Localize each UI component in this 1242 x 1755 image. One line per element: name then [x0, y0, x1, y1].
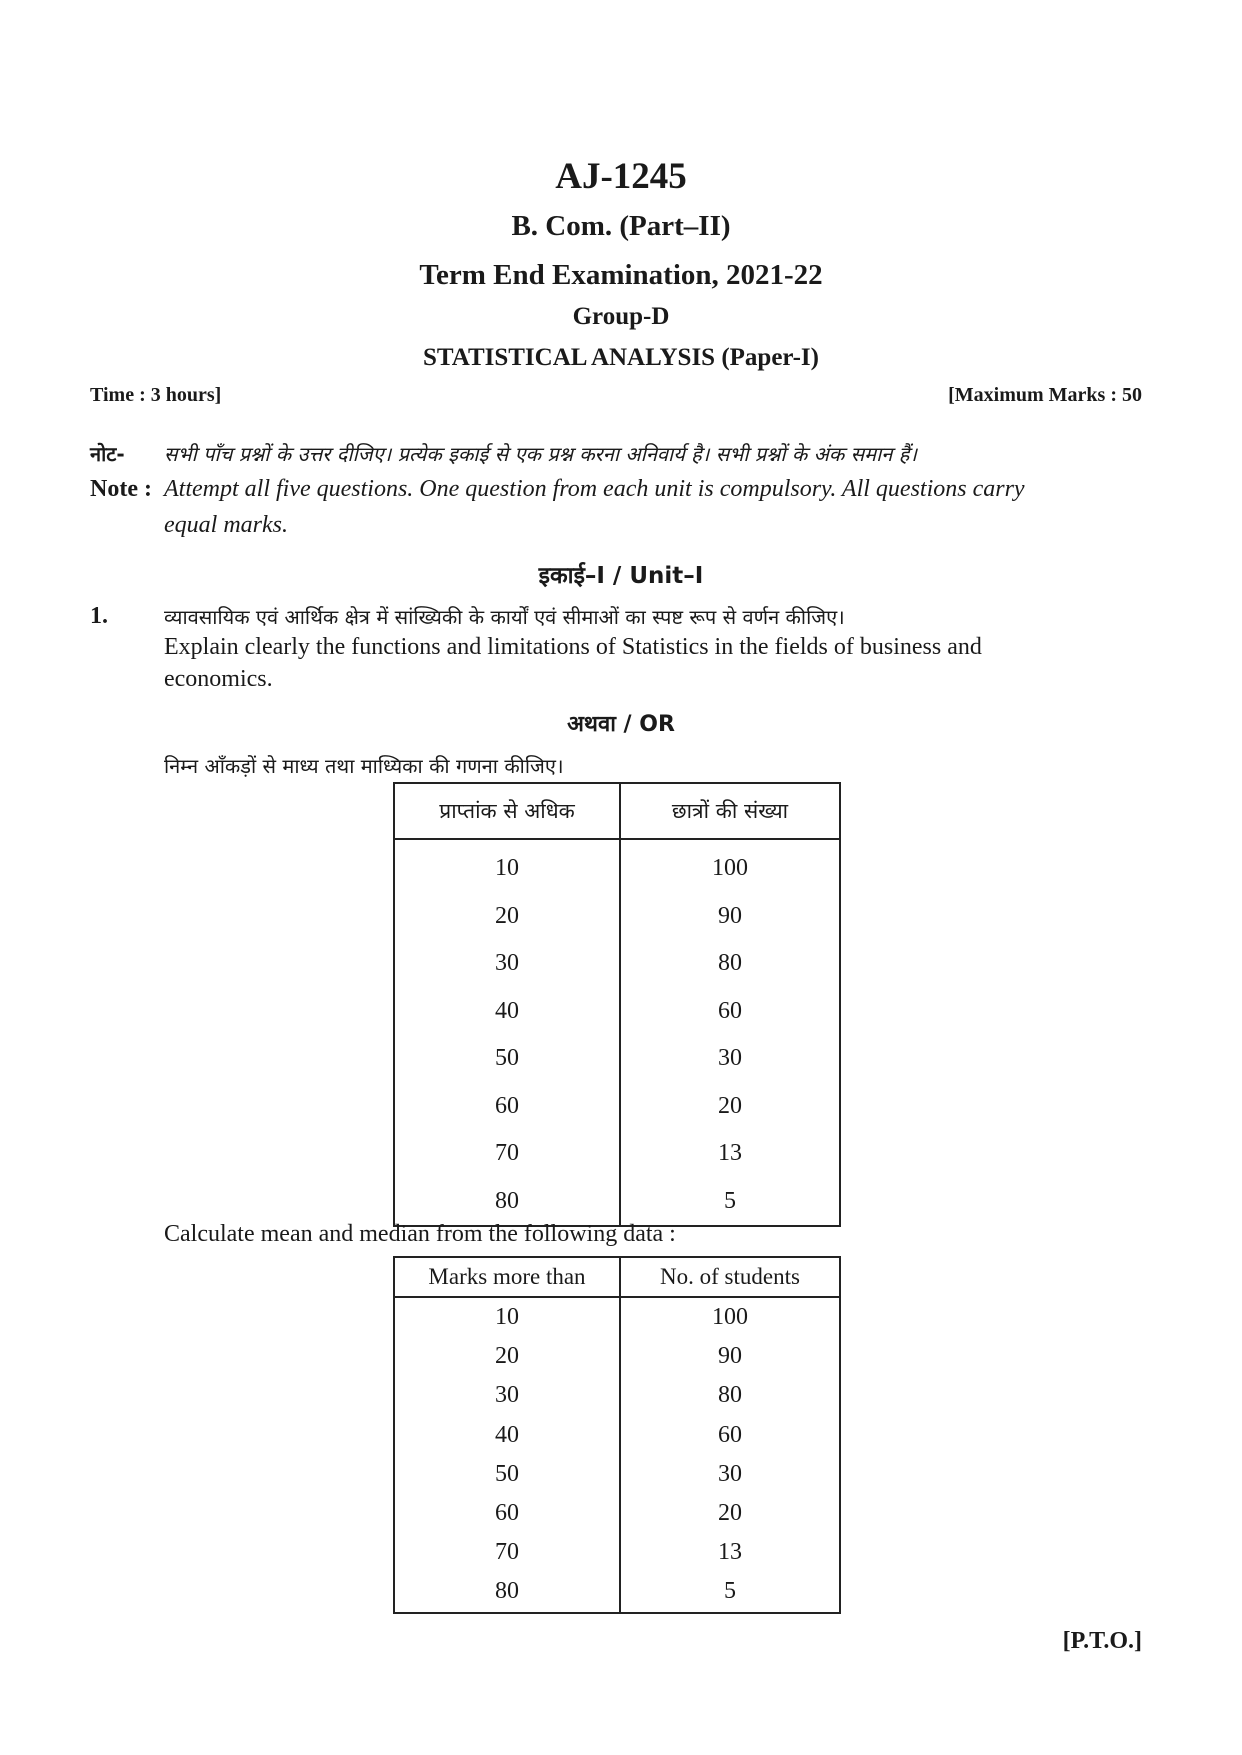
paper-code: AJ-1245 — [555, 156, 687, 197]
marks-cell: 70 — [394, 1130, 620, 1178]
table-row — [394, 839, 840, 893]
note-hindi-label: नोट- — [90, 442, 125, 466]
table-row — [394, 1455, 840, 1494]
students-cell: 13 — [620, 1130, 840, 1178]
question-english-line2: economics. — [164, 666, 273, 692]
marks-cell: 20 — [394, 893, 620, 941]
marks-cell: 70 — [394, 1533, 620, 1572]
students-cell: 80 — [620, 940, 840, 988]
question-number: 1. — [90, 603, 108, 629]
alt-question-hindi: निम्न आँकड़ों से माध्य तथा माध्यिका की गणना कीजिए। — [164, 754, 564, 778]
marks-cell: 10 — [394, 1297, 620, 1337]
pto-label: [P.T.O.] — [1062, 1628, 1142, 1654]
students-cell: 60 — [620, 1416, 840, 1455]
table-row — [394, 1337, 840, 1376]
note-english-line2: equal marks. — [164, 512, 288, 538]
time-label: Time : 3 hours] — [90, 384, 222, 406]
students-cell: 5 — [620, 1572, 840, 1612]
table-row — [394, 1416, 840, 1455]
group-label: Group-D — [572, 303, 670, 330]
marks-cell: 50 — [394, 1035, 620, 1083]
students-cell: 20 — [620, 1494, 840, 1533]
table-row — [394, 1376, 840, 1415]
question-english-line1: Explain clearly the functions and limitations of Statistics in the fields of business and — [164, 634, 982, 660]
table-row — [394, 1130, 840, 1178]
unit-heading: इकाई–I / Unit–I — [538, 563, 704, 589]
students-cell: 30 — [620, 1035, 840, 1083]
students-cell: 100 — [620, 839, 840, 893]
marks-cell: 40 — [394, 1416, 620, 1455]
table-row — [394, 988, 840, 1036]
table-row — [394, 1297, 840, 1337]
data-table-english — [393, 1256, 841, 1614]
students-cell: 20 — [620, 1083, 840, 1131]
table-row — [394, 1083, 840, 1131]
subject-title: STATISTICAL ANALYSIS (Paper-I) — [423, 344, 819, 371]
note-english-line1: Attempt all five questions. One question from each unit is compulsory. All questions carry — [164, 476, 1025, 502]
table-row — [394, 1572, 840, 1612]
students-cell: 13 — [620, 1533, 840, 1572]
marks-cell: 10 — [394, 839, 620, 893]
column-header-students: छात्रों की संख्या — [620, 783, 840, 839]
students-cell: 90 — [620, 1337, 840, 1376]
students-cell: 100 — [620, 1297, 840, 1337]
marks-cell: 50 — [394, 1455, 620, 1494]
students-cell: 80 — [620, 1376, 840, 1415]
table-row — [394, 893, 840, 941]
marks-cell: 30 — [394, 1376, 620, 1415]
column-header-marks: Marks more than — [394, 1257, 620, 1297]
marks-cell: 30 — [394, 940, 620, 988]
question-hindi: व्यावसायिक एवं आर्थिक क्षेत्र में सांख्यिकी के कार्यों एवं सीमाओं का स्पष्ट रूप से वर्णन कीजिए। — [164, 605, 845, 629]
max-marks-label: [Maximum Marks : 50 — [948, 384, 1142, 406]
table-header-row — [394, 783, 840, 839]
data-table-hindi — [393, 782, 841, 1227]
column-header-marks: प्राप्तांक से अधिक — [394, 783, 620, 839]
table-row — [394, 1035, 840, 1083]
exam-title: Term End Examination, 2021-22 — [419, 259, 823, 291]
students-cell: 5 — [620, 1178, 840, 1227]
column-header-students: No. of students — [620, 1257, 840, 1297]
table-row — [394, 940, 840, 988]
marks-cell: 20 — [394, 1337, 620, 1376]
marks-cell: 40 — [394, 988, 620, 1036]
students-cell: 90 — [620, 893, 840, 941]
or-label: अथवा / OR — [567, 712, 675, 737]
marks-cell: 80 — [394, 1572, 620, 1612]
alt-question-english: Calculate mean and median from the following data : — [164, 1221, 676, 1247]
note-english-label: Note : — [90, 476, 152, 502]
table-row — [394, 1178, 840, 1227]
table-row — [394, 1533, 840, 1572]
table-row — [394, 1494, 840, 1533]
marks-cell: 60 — [394, 1494, 620, 1533]
students-cell: 60 — [620, 988, 840, 1036]
marks-cell: 80 — [394, 1178, 620, 1227]
marks-cell: 60 — [394, 1083, 620, 1131]
table-header-row — [394, 1257, 840, 1297]
students-cell: 30 — [620, 1455, 840, 1494]
course-title: B. Com. (Part–II) — [511, 210, 731, 242]
note-hindi-text: सभी पाँच प्रश्नों के उत्तर दीजिए। प्रत्येक इकाई से एक प्रश्न करना अनिवार्य है। सभी प्रश्नों के अंक समान हैं। — [164, 442, 917, 466]
